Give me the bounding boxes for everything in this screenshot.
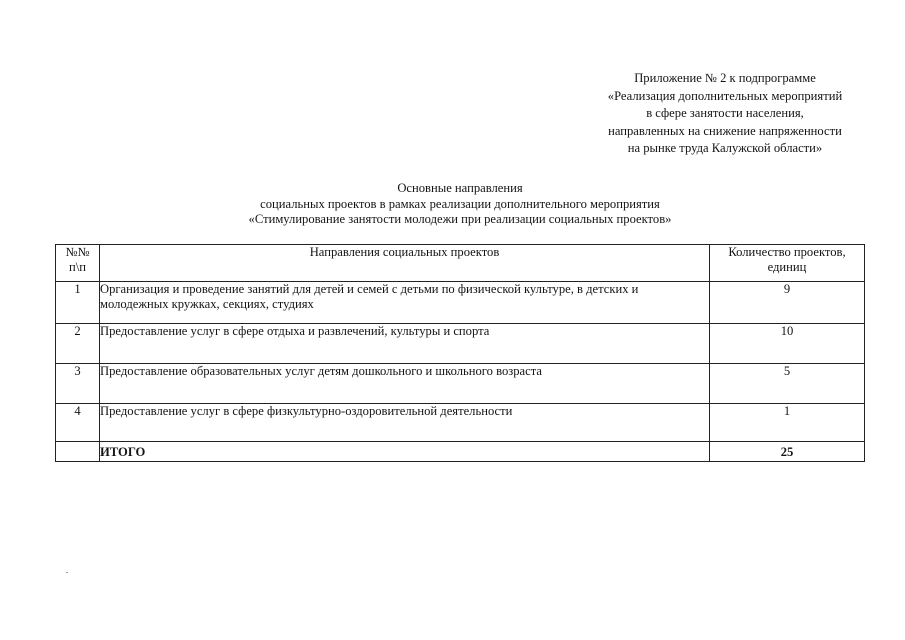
- table-header-row: [56, 245, 865, 282]
- table-row: [56, 324, 865, 364]
- row-quantity: 5: [710, 364, 865, 404]
- appendix-note: [560, 70, 890, 158]
- header-direction: Направления социальных проектов: [100, 245, 710, 282]
- total-label: ИТОГО: [100, 442, 710, 462]
- table-row: [56, 364, 865, 404]
- appendix-line: «Реализация дополнительных мероприятий: [607, 88, 843, 103]
- row-direction: Организация и проведение занятий для детей и семей с детьми по физической культуре, в детских и молодежных кружках, секциях, студиях: [100, 282, 710, 324]
- appendix-line: в сфере занятости населения,: [646, 106, 804, 121]
- row-quantity: 9: [710, 282, 865, 324]
- title-line: Основные направления: [397, 181, 523, 195]
- title-line: социальных проектов в рамках реализации дополнительного мероприятия: [260, 196, 660, 211]
- row-quantity: 1: [710, 404, 865, 442]
- appendix-line: на рынке труда Калужской области»: [627, 141, 823, 156]
- row-direction: Предоставление услуг в сфере физкультурно-оздоровительной деятельности: [100, 404, 710, 442]
- appendix-line: направленных на снижение напряженности: [608, 123, 842, 138]
- row-number: 4: [56, 404, 100, 442]
- projects-table: [55, 244, 865, 462]
- appendix-line: Приложение № 2 к подпрограмме: [634, 71, 816, 85]
- header-number: [56, 245, 100, 282]
- header-number-line1: №№: [65, 245, 90, 259]
- table-row: [56, 282, 865, 324]
- row-direction: Предоставление образовательных услуг детям дошкольного и школьного возраста: [100, 364, 710, 404]
- row-number: 2: [56, 324, 100, 364]
- table-total-row: [56, 442, 865, 462]
- header-number-line2: п\п: [69, 260, 86, 274]
- scan-speck: [66, 572, 68, 573]
- row-quantity: 10: [710, 324, 865, 364]
- title-line: «Стимулирование занятости молодежи при реализации социальных проектов»: [248, 212, 672, 227]
- row-direction: Предоставление услуг в сфере отдыха и развлечений, культуры и спорта: [100, 324, 710, 364]
- header-quantity-line2: единиц: [767, 260, 807, 274]
- row-number: 3: [56, 364, 100, 404]
- header-quantity: [710, 245, 865, 282]
- row-number: 1: [56, 282, 100, 324]
- document-title: [190, 181, 730, 228]
- total-number-cell: [56, 442, 100, 462]
- table-row: [56, 404, 865, 442]
- total-quantity: 25: [710, 442, 865, 462]
- header-quantity-line1: Количество проектов,: [728, 245, 846, 259]
